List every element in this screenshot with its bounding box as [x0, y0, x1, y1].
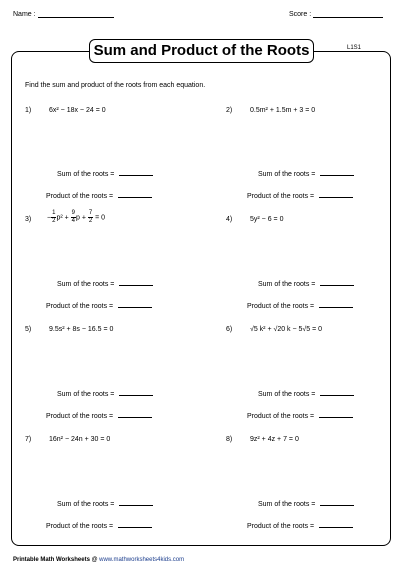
sum-label: Sum of the roots = [258, 391, 316, 398]
worksheet-code: L1S1 [347, 45, 362, 51]
sum-label: Sum of the roots = [258, 281, 316, 288]
product-label: Product of the roots = [247, 303, 315, 310]
product-label: Product of the roots = [46, 523, 114, 530]
answer-blank[interactable] [119, 279, 153, 286]
problem-number: 6) [226, 326, 233, 333]
sum-answer-4 [258, 279, 354, 288]
answer-blank[interactable] [319, 521, 353, 528]
problem-number: 5) [25, 326, 32, 333]
product-answer-3 [46, 301, 152, 310]
product-answer-6 [247, 411, 353, 420]
fraction: $\frac{7}{2}$ [88, 210, 93, 224]
sum-answer-2 [258, 169, 354, 178]
footer [13, 557, 184, 563]
footer-link[interactable]: www.mathworksheets4kids.com [99, 557, 185, 563]
score-label: Score : [289, 11, 312, 18]
score-field [289, 11, 383, 18]
problem-equation: − $\frac{1}{2}$ p² + $\frac{9}{4}$ p + $\frac{7}{2}$ = 0 [47, 210, 106, 224]
sum-label: Sum of the roots = [258, 171, 316, 178]
problem-equation: 9.5s² + 8s − 16.5 = 0 [49, 326, 114, 333]
sum-answer-3 [57, 279, 153, 288]
fraction: $\frac{9}{4}$ [71, 210, 75, 224]
answer-blank[interactable] [320, 389, 354, 396]
problem-equation: √5 k² + √20 k − 5√5 = 0 [250, 326, 323, 333]
problem-number: 3) [25, 216, 32, 223]
answer-blank[interactable] [319, 191, 353, 198]
sum-answer-1 [57, 169, 153, 178]
answer-blank[interactable] [119, 389, 153, 396]
product-label: Product of the roots = [46, 413, 114, 420]
product-label: Product of the roots = [247, 523, 315, 530]
worksheet-title: Sum and Product of the Roots [89, 39, 314, 63]
product-answer-2 [247, 191, 353, 200]
product-answer-5 [46, 411, 152, 420]
worksheet-frame [11, 51, 391, 546]
product-answer-4 [247, 301, 353, 310]
problem-equation: 9z² + 4z + 7 = 0 [250, 436, 299, 443]
sum-answer-6 [258, 389, 354, 398]
sum-label: Sum of the roots = [258, 501, 316, 508]
problem-number: 8) [226, 436, 233, 443]
sum-answer-5 [57, 389, 153, 398]
sum-answer-7 [57, 499, 153, 508]
answer-blank[interactable] [118, 191, 152, 198]
name-line[interactable] [38, 17, 114, 18]
product-answer-8 [247, 521, 353, 530]
problem-equation: 5y² − 6 = 0 [250, 216, 284, 223]
problem-number: 7) [25, 436, 32, 443]
answer-blank[interactable] [320, 279, 354, 286]
problem-number: 2) [226, 107, 233, 114]
answer-blank[interactable] [320, 499, 354, 506]
sum-label: Sum of the roots = [57, 391, 115, 398]
fraction: $\frac{1}{2}$ [52, 210, 56, 224]
problem-equation: 0.5m² + 1.5m + 3 = 0 [250, 107, 316, 114]
name-field [13, 11, 114, 18]
product-label: Product of the roots = [46, 303, 114, 310]
answer-blank[interactable] [118, 301, 152, 308]
sum-label: Sum of the roots = [57, 501, 115, 508]
answer-blank[interactable] [319, 411, 353, 418]
sum-label: Sum of the roots = [57, 281, 115, 288]
answer-blank[interactable] [118, 411, 152, 418]
product-answer-7 [46, 521, 152, 530]
product-label: Product of the roots = [247, 413, 315, 420]
sum-answer-8 [258, 499, 354, 508]
instructions: Find the sum and product of the roots from each equation. [25, 82, 206, 89]
answer-blank[interactable] [118, 521, 152, 528]
footer-label: Printable Math Worksheets @ [13, 557, 98, 563]
sum-label: Sum of the roots = [57, 171, 115, 178]
product-label: Product of the roots = [247, 193, 315, 200]
problem-number: 4) [226, 216, 233, 223]
score-line[interactable] [313, 17, 383, 18]
answer-blank[interactable] [119, 169, 153, 176]
problem-equation: 6x² − 18x − 24 = 0 [49, 107, 106, 114]
name-label: Name : [13, 11, 36, 18]
answer-blank[interactable] [320, 169, 354, 176]
problem-equation: 16n² − 24n + 30 = 0 [49, 436, 111, 443]
product-answer-1 [46, 191, 152, 200]
answer-blank[interactable] [119, 499, 153, 506]
problem-number: 1) [25, 107, 32, 114]
answer-blank[interactable] [319, 301, 353, 308]
product-label: Product of the roots = [46, 193, 114, 200]
